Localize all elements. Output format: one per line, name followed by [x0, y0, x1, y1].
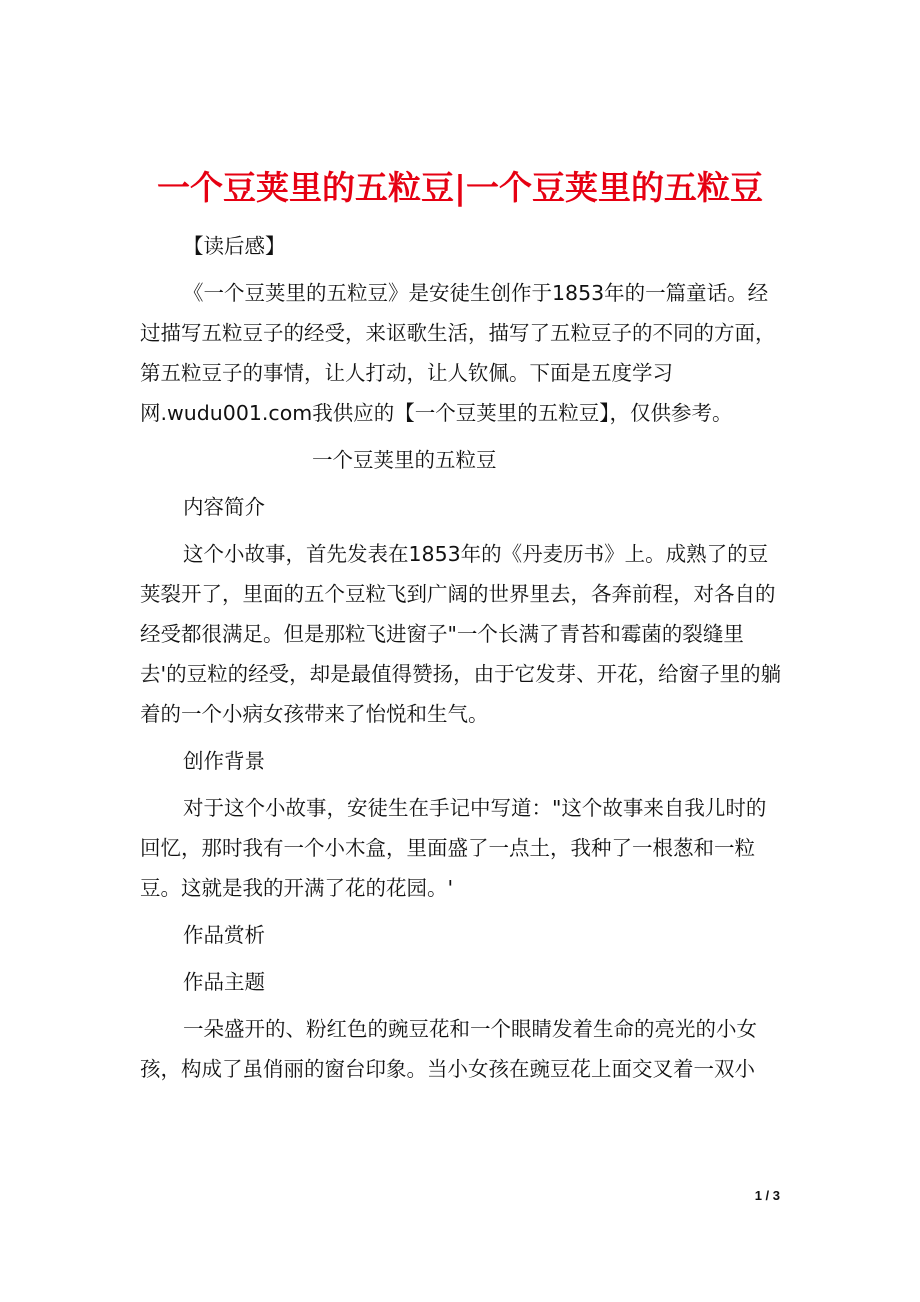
- theme-paragraph: 一朵盛开的、粉红色的豌豆花和一个眼睛发着生命的亮光的小女孩，构成了虽俏丽的窗台印象。当小女孩在豌豆花上面交叉着一双小: [140, 1017, 757, 1081]
- intro-paragraph: 《一个豆荚里的五粒豆》是安徒生创作于1853年的一篇童话。经过描写五粒豆子的经受，来讴歌生活，描写了五粒豆子的不同的方面，第五粒豆子的事情，让人打动，让人钦佩。下面是五度学习网.wudu001.com我供应的【一个豆荚里的五粒豆】，仅供参考。: [140, 281, 776, 425]
- heading-theme: 作品主题: [183, 970, 265, 994]
- section-label: 【读后感】: [183, 234, 286, 258]
- background-paragraph: 对于这个小故事，安徒生在手记中写道："这个故事来自我儿时的回忆，那时我有一个小木盒，里面盛了一点土，我种了一根葱和一粒豆。这就是我的开满了花的花园。': [140, 796, 767, 900]
- page-title: 一个豆荚里的五粒豆|一个豆荚里的五粒豆: [156, 168, 763, 208]
- summary-paragraph: 这个小故事，首先发表在1853年的《丹麦历书》上。成熟了的豆荚裂开了，里面的五个豆粒飞到广阔的世界里去，各奔前程，对各自的经受都很满足。但是那粒飞进窗子"一个长满了青苔和霉菌的裂缝里去'的豆粒的经受，却是最值得赞扬，由于它发芽、开花，给窗子里的躺着的一个小病女孩带来了怡悦和生气。: [140, 542, 782, 726]
- heading-appreciation: 作品赏析: [183, 923, 265, 947]
- document-body: [140, 226, 782, 1096]
- heading-background: 创作背景: [183, 749, 265, 773]
- page-number: 1 / 3: [754, 1188, 780, 1203]
- inner-title: 一个豆荚里的五粒豆: [312, 448, 497, 472]
- heading-summary: 内容简介: [183, 495, 265, 519]
